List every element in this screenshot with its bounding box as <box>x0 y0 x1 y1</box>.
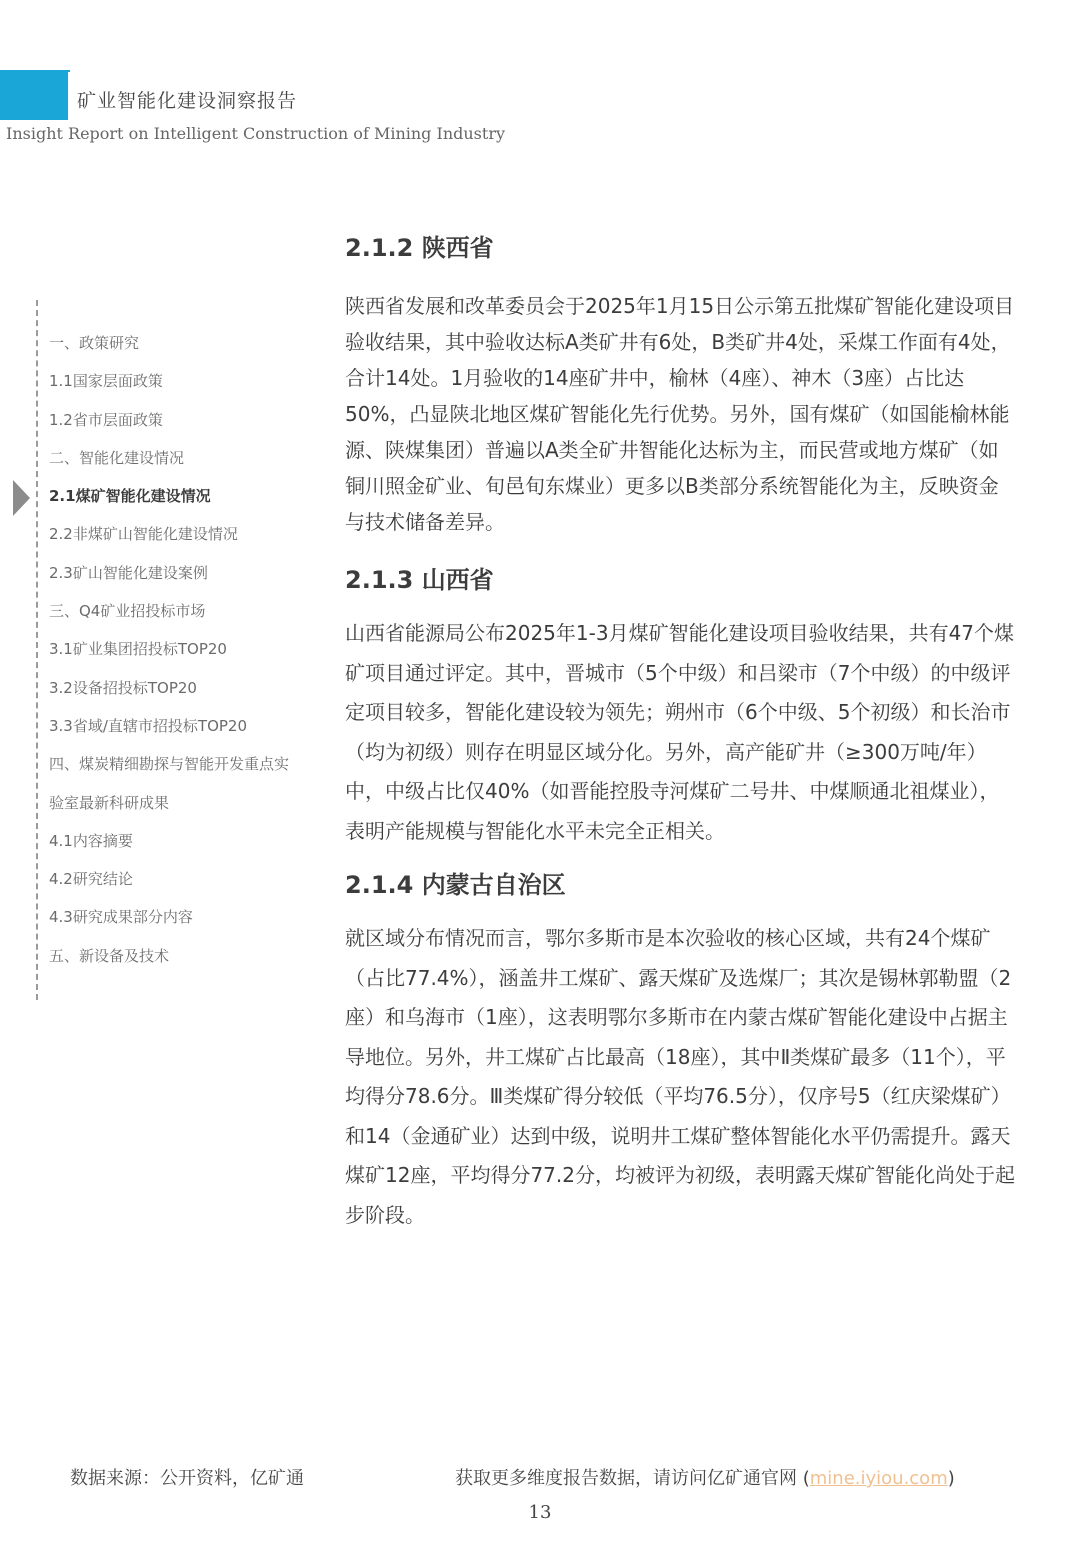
toc-item[interactable]: 三、Q4矿业招投标市场 <box>49 602 206 621</box>
report-subtitle: Insight Report on Intelligent Construction of Mining Industry <box>6 124 505 143</box>
section-paragraph: 就区域分布情况而言，鄂尔多斯市是本次验收的核心区域，共有24个煤矿（占比77.4%），涵盖井工煤矿、露天煤矿及选煤厂；其次是锡林郭勒盟（2座）和乌海市（1座），这表明鄂尔多斯市在内蒙古煤矿智能化建设中占据主导地位。另外，井工煤矿占比最高（18座），其中Ⅱ类煤矿最多（11个），平均得分78.6分。Ⅲ类煤矿得分较低（平均76.5分），仅序号5（红庆梁煤矿）和14（金通矿业）达到中级，说明井工煤矿整体智能化水平仍需提升。露天煤矿12座，平均得分77.2分，均被评为初级，表明露天煤矿智能化尚处于起步阶段。 <box>345 926 1015 1227</box>
section-paragraph: 陕西省发展和改革委员会于2025年1月15日公示第五批煤矿智能化建设项目验收结果，其中验收达标A类矿井有6处，B类矿井4处，采煤工作面有4处，合计14处。1月验收的14座矿井中，榆林（4座）、神木（3座）占比达50%，凸显陕北地区煤矿智能化先行优势。另外，国有煤矿（如国能榆林能源、陕煤集团）普遍以A类全矿井智能化达标为主，而民营或地方煤矿（如铜川照金矿业、旬邑旬东煤业）更多以B类部分系统智能化为主，反映资金与技术储备差异。 <box>345 294 1015 534</box>
toc-item[interactable]: 一、政策研究 <box>49 334 140 352</box>
section-paragraph: 山西省能源局公布2025年1-3月煤矿智能化建设项目验收结果，共有47个煤矿项目通过评定。其中，晋城市（5个中级）和吕梁市（7个中级）的中级评定项目较多，智能化建设较为领先；朔州市（6个中级、5个初级）和长治市（均为初级）则存在明显区域分化。另外，高产能矿井（≥300万吨/年）中，中级占比仅40%（如晋能控股寺河煤矿二号井、中煤顺通北祖煤业），表明产能规模与智能化水平未完全正相关。 <box>345 621 1015 843</box>
website-cta <box>455 1464 955 1490</box>
toc-item[interactable]: 3.1矿业集团招投标TOP20 <box>49 640 227 659</box>
section-heading: 2.1.2 陕西省 <box>345 234 494 262</box>
toc-item[interactable]: 3.2设备招投标TOP20 <box>49 678 197 697</box>
main-content <box>345 228 1015 1235</box>
toc-item[interactable]: 2.3矿山智能化建设案例 <box>49 563 208 582</box>
toc-item[interactable]: 四、煤炭精细勘探与智能开发重点实 <box>49 755 290 774</box>
section-heading: 2.1.3 山西省 <box>345 566 494 594</box>
toc-item[interactable]: 五、新设备及技术 <box>49 946 170 965</box>
report-title: 矿业智能化建设洞察报告 <box>77 90 298 112</box>
toc-item[interactable]: 二、智能化建设情况 <box>49 448 185 467</box>
toc-item[interactable]: 4.1内容摘要 <box>49 831 133 850</box>
website-link[interactable]: mine.iyiou.com <box>809 1468 948 1489</box>
table-of-contents <box>49 330 319 981</box>
toc-item-active[interactable]: 2.1煤矿智能化建设情况 <box>49 487 211 506</box>
toc-item[interactable]: 4.2研究结论 <box>49 870 133 889</box>
data-source-note: 数据来源：公开资料，亿矿通 <box>70 1468 304 1489</box>
toc-item[interactable]: 1.2省市层面政策 <box>49 410 163 429</box>
page-number: 13 <box>528 1502 552 1523</box>
toc-item[interactable]: 4.3研究成果部分内容 <box>49 908 193 927</box>
toc-item[interactable]: 3.3省域/直辖市招投标TOP20 <box>49 716 248 735</box>
toc-item[interactable]: 1.1国家层面政策 <box>49 372 163 391</box>
toc-item[interactable]: 2.2非煤矿山智能化建设情况 <box>49 525 238 544</box>
section-heading: 2.1.4 内蒙古自治区 <box>345 871 566 899</box>
website-cta-suffix: ) <box>947 1468 955 1489</box>
toc-item[interactable]: 验室最新科研成果 <box>49 793 170 812</box>
website-cta-text: 获取更多维度报告数据，请访问亿矿通官网 ( <box>455 1468 810 1489</box>
current-section-arrow-icon <box>13 480 30 516</box>
header-accent-block <box>0 72 68 120</box>
toc-divider <box>36 300 38 1000</box>
